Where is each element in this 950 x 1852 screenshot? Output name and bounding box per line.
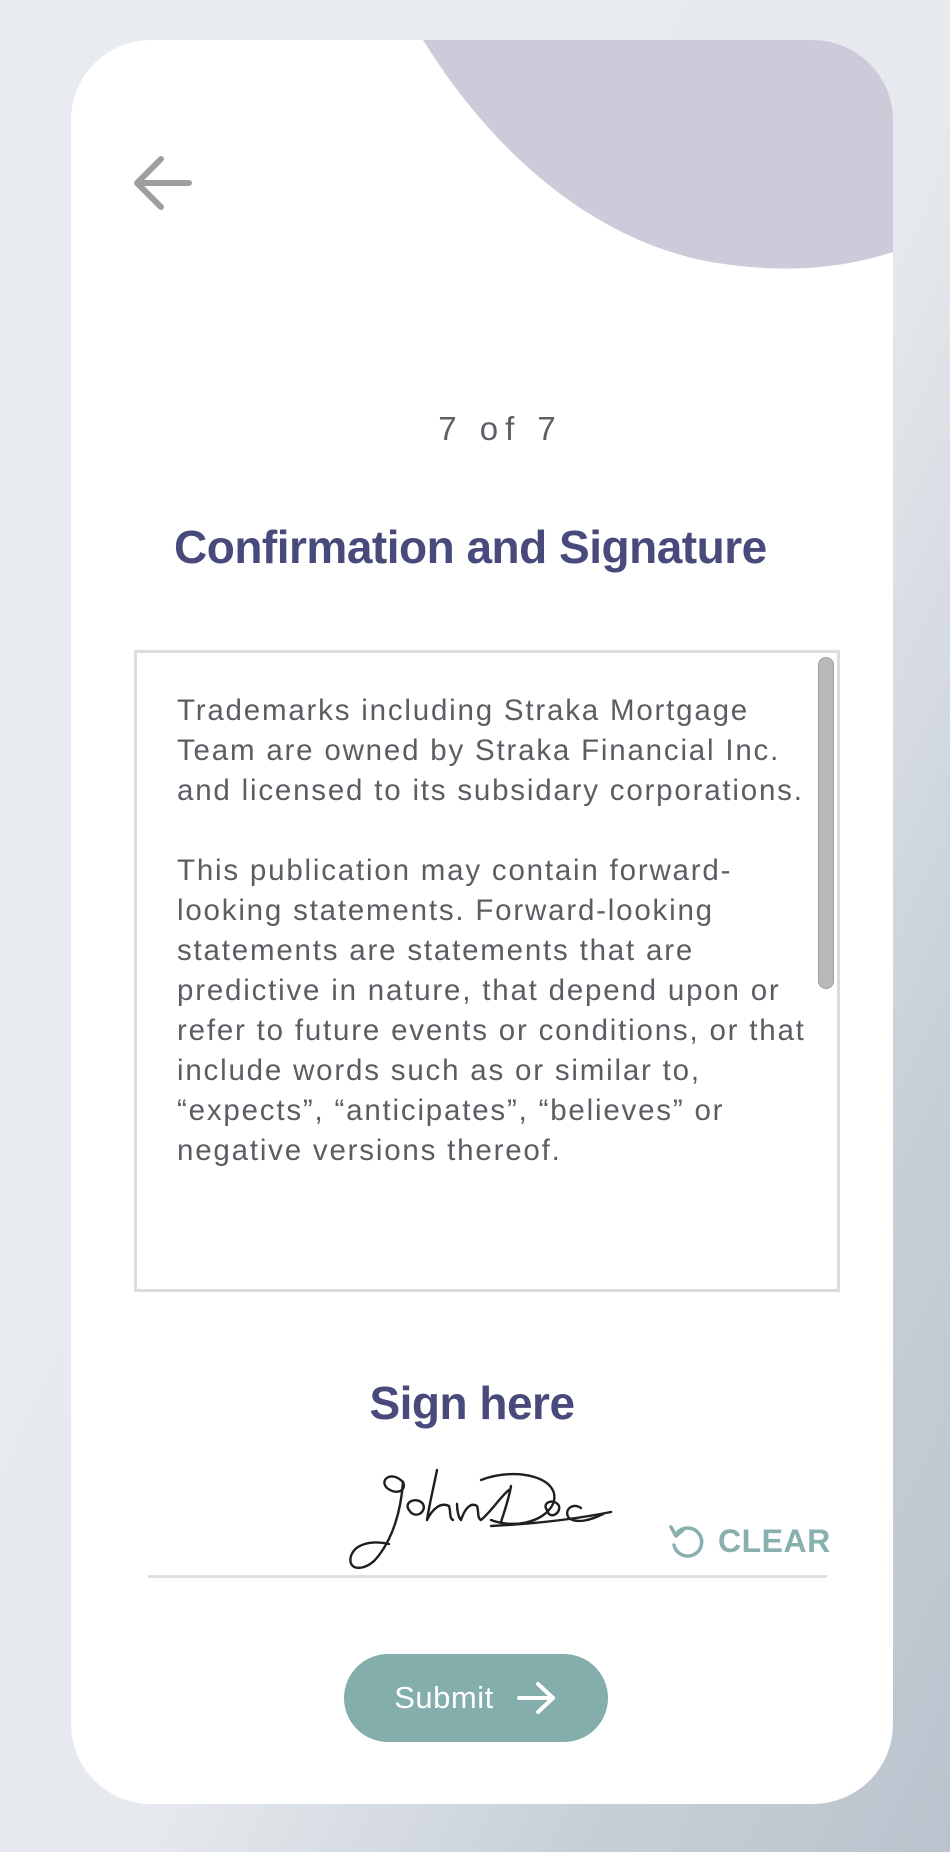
- sign-here-label: Sign here: [369, 1377, 575, 1429]
- undo-icon: [666, 1521, 706, 1561]
- submit-button[interactable]: [344, 1654, 608, 1742]
- scrollbar-thumb[interactable]: [818, 657, 834, 989]
- terms-paragraph: This publication may contain forward-looking statements. Forward-looking statements are statements that are predictive in nature, that depend upon or refer to future events or conditions, or that include words such as or similar to, “expects”, “anticipates”, “believes” or negative versions thereof.: [177, 854, 806, 1167]
- step-counter: 7 of 7: [438, 410, 563, 447]
- terms-text: [177, 691, 817, 1211]
- arrow-left-icon: [131, 148, 211, 218]
- signature-drawing[interactable]: [341, 1440, 621, 1580]
- terms-scroll-box[interactable]: [134, 650, 840, 1292]
- submit-label: Submit: [394, 1680, 494, 1715]
- arrow-right-icon: [516, 1681, 558, 1715]
- clear-label: CLEAR: [718, 1522, 831, 1559]
- back-button[interactable]: [131, 148, 211, 218]
- signature-card: [71, 40, 893, 1804]
- page-title: Confirmation and Signature: [174, 521, 767, 573]
- clear-signature-button[interactable]: [666, 1518, 831, 1564]
- terms-paragraph: Trademarks including Straka Mortgage Team are owned by Straka Financial Inc. and licensed to its subsidary corporations.: [177, 694, 804, 807]
- signature-line: [148, 1575, 827, 1578]
